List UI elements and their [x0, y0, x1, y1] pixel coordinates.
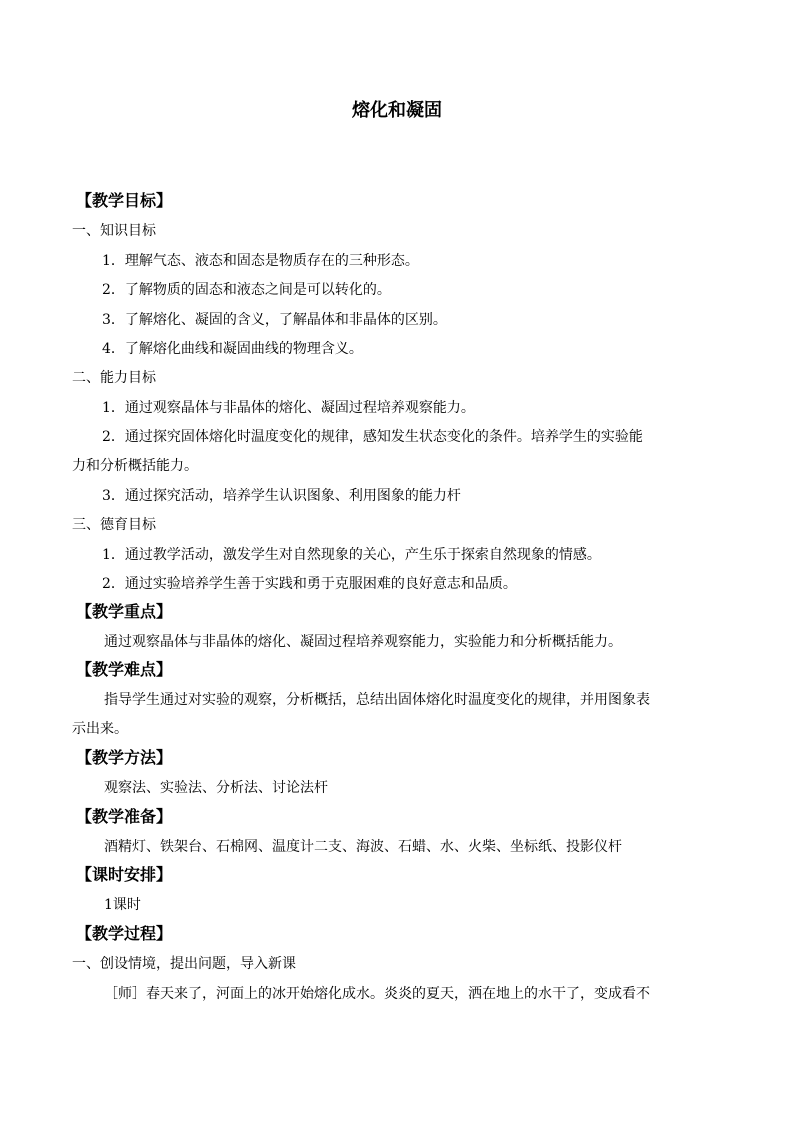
subheading-moral: 三、德育目标	[72, 517, 156, 533]
process-subheading-1: 一、创设情境，提出问题，导入新课	[72, 956, 296, 972]
ability-item-3: 3．通过探究活动，培养学生认识图象、利用图象的能力杆	[102, 488, 461, 504]
moral-item-2: 2．通过实验培养学生善于实践和勇于克服困难的良好意志和品质。	[102, 576, 517, 592]
knowledge-item-3: 3．了解熔化、凝固的含义，了解晶体和非晶体的区别。	[102, 312, 447, 328]
knowledge-item-2: 2．了解物质的固态和液态之间是可以转化的。	[102, 282, 391, 298]
difficulties-text-continued: 示出来。	[72, 721, 128, 737]
section-heading-key-points: 【教学重点】	[76, 602, 173, 621]
section-heading-difficulties: 【教学难点】	[76, 660, 173, 679]
ability-item-2-continued: 力和分析概括能力。	[72, 458, 198, 474]
knowledge-item-4: 4．了解熔化曲线和凝固曲线的物理含义。	[102, 341, 363, 357]
schedule-text: 1课时	[104, 897, 141, 913]
key-points-text: 通过观察晶体与非晶体的熔化、凝固过程培养观察能力，实验能力和分析概括能力。	[104, 634, 622, 650]
document-title: 熔化和凝固	[352, 100, 442, 121]
moral-item-1: 1．通过教学活动，激发学生对自然现象的关心，产生乐于探索自然现象的情感。	[102, 547, 601, 563]
difficulties-text: 指导学生通过对实验的观察，分析概括，总结出固体熔化时温度变化的规律，并用图象表	[104, 692, 650, 708]
section-heading-schedule: 【课时安排】	[76, 865, 173, 884]
section-heading-process: 【教学过程】	[76, 924, 173, 943]
ability-item-2: 2．通过探究固体熔化时温度变化的规律，感知发生状态变化的条件。培养学生的实验能	[102, 429, 643, 445]
section-heading-objectives: 【教学目标】	[76, 191, 173, 210]
process-teacher-text: ［师］春天来了，河面上的冰开始熔化成水。炎炎的夏天，洒在地上的水干了，变成看不	[104, 986, 650, 1002]
methods-text: 观察法、实验法、分析法、讨论法杆	[104, 780, 328, 796]
section-heading-preparation: 【教学准备】	[76, 807, 173, 826]
subheading-knowledge: 一、知识目标	[72, 223, 156, 239]
ability-item-1: 1．通过观察晶体与非晶体的熔化、凝固过程培养观察能力。	[102, 400, 475, 416]
subheading-ability: 二、能力目标	[72, 370, 156, 386]
preparation-text: 酒精灯、铁架台、石棉网、温度计二支、海波、石蜡、水、火柴、坐标纸、投影仪杆	[104, 839, 622, 855]
knowledge-item-1: 1．理解气态、液态和固态是物质存在的三种形态。	[102, 253, 419, 269]
section-heading-methods: 【教学方法】	[76, 748, 173, 767]
